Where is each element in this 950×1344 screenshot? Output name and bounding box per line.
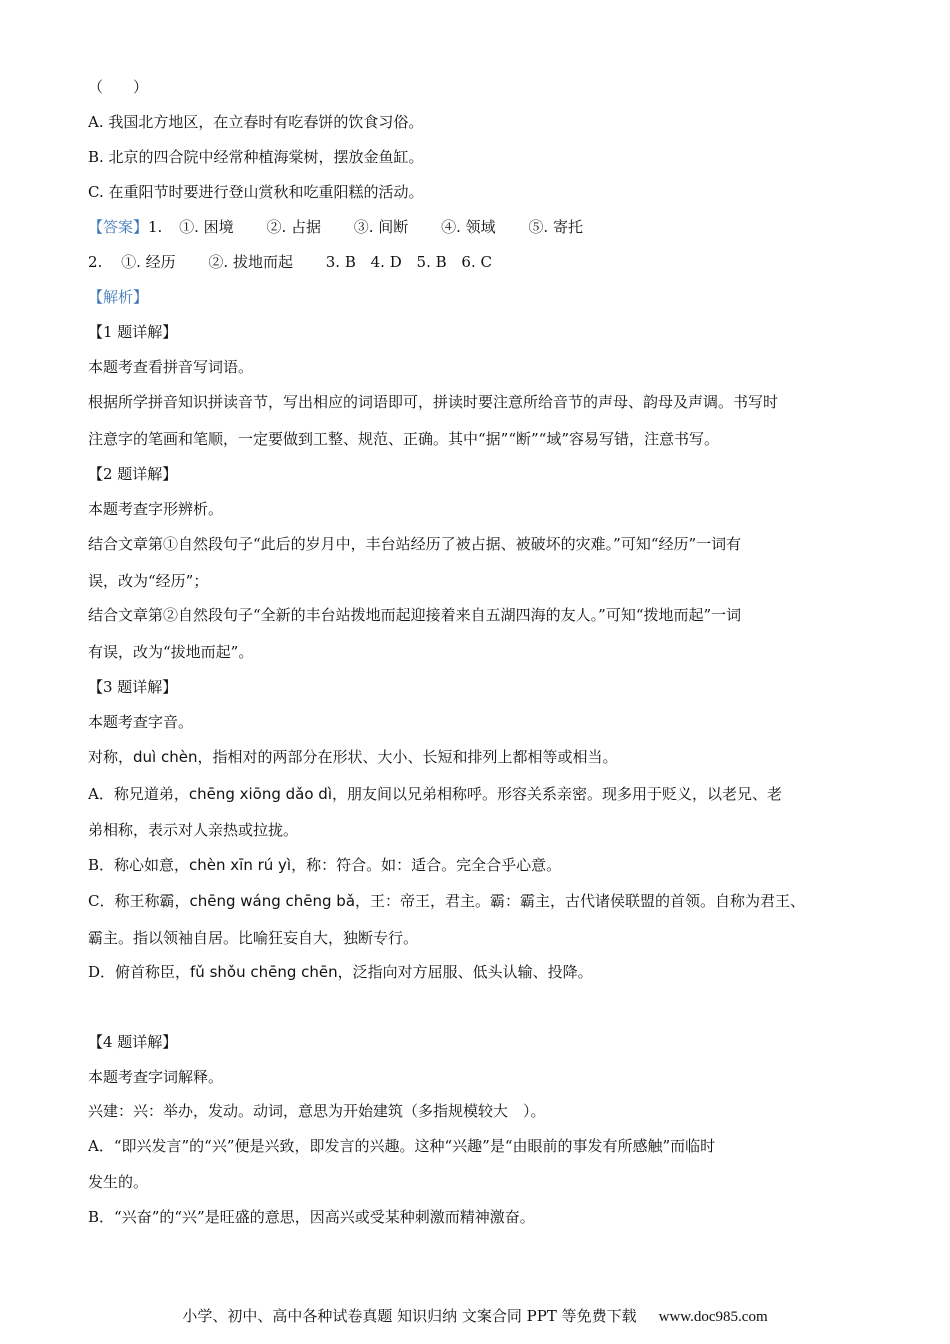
q4-heading: 【4 题详解】 — [88, 1033, 178, 1051]
option-c: C. 在重阳节时要进行登山赏秋和吃重阳糕的活动。 — [88, 183, 424, 201]
answer-line-1 — [88, 216, 880, 238]
q3-option-d — [88, 961, 880, 983]
pinyin: duì chèn — [133, 748, 198, 766]
answer-item: ①. 困境 — [179, 218, 234, 236]
q3-option-a — [88, 783, 880, 805]
answer-item: ⑤. 寄托 — [528, 218, 583, 236]
q3-text: ，泛指向对方屈服、低头认输、投降。 — [337, 963, 593, 981]
pinyin: fǔ shǒu chēng chēn — [190, 963, 338, 981]
answer-line-2 — [88, 251, 880, 273]
q1-paragraph: 根据所学拼音知识拼读音节，写出相应的词语即可，拼读时要注意所给音节的声母、韵母及声调。书写时 — [88, 393, 779, 411]
q3-text: ，指相对的两部分在形状、大小、长短和排列上都相等或相当。 — [197, 748, 618, 766]
q3-text: ，朋友间以兄弟相称呼。形容关系亲密。现多用于贬义，以老兄、老 — [332, 785, 783, 803]
answer-tag: 【答案】 — [88, 218, 149, 236]
q2-paragraph: 结合文章第②自然段句子“全新的丰台站拨地而起迎接着来自五湖四海的友人。”可知“拨地而起”一词 — [88, 606, 742, 624]
option-a: A. 我国北方地区，在立春时有吃春饼的饮食习俗。 — [88, 113, 424, 131]
page-footer — [0, 1305, 950, 1328]
q3-paragraph: 本题考查字音。 — [88, 713, 194, 731]
answer-item: 4. D — [370, 253, 402, 271]
q2-heading: 【2 题详解】 — [88, 465, 178, 483]
q3-text: ，称：符合。如：适合。完全合乎心意。 — [291, 856, 562, 874]
q4-option-b: B．“兴奋”的“兴”是旺盛的意思，因高兴或受某种刺激而精神激奋。 — [88, 1208, 535, 1226]
q4-option-a: A．“即兴发言”的“兴”便是兴致，即发言的兴趣。这种“兴趣”是“由眼前的事发有所感触”而临时 — [88, 1137, 716, 1155]
pinyin: chèn xīn rú yì — [189, 856, 292, 874]
answer-item: ③. 间断 — [353, 218, 409, 236]
pinyin: chēng wáng chēng bǎ — [189, 892, 356, 910]
q4-paragraph: 兴建：兴：举办，发动。动词，意思为开始建筑（多指规模较大 ）。 — [88, 1102, 546, 1120]
footer-text: 小学、初中、高中各种试卷真题 知识归纳 文案合同 PPT 等免费下载 — [182, 1307, 637, 1325]
q3-definition — [88, 746, 880, 768]
answer-item: 6. C — [461, 253, 492, 271]
answer-item: ①. 经历 — [121, 253, 176, 271]
q3-word: D．俯首称臣， — [88, 963, 191, 981]
footer-url[interactable]: www.doc985.com — [658, 1309, 768, 1325]
answer-num-1: 1. — [148, 218, 163, 236]
question-paren: （ ） — [88, 78, 149, 96]
answer-item: 5. B — [416, 253, 447, 271]
q4-option-a-cont: 发生的。 — [88, 1173, 149, 1191]
q3-word: C．称王称霸， — [88, 892, 190, 910]
q2-paragraph: 本题考查字形辨析。 — [88, 500, 224, 518]
q2-paragraph: 误，改为“经历”； — [88, 572, 209, 590]
answer-item: 3. B — [325, 253, 356, 271]
q3-heading: 【3 题详解】 — [88, 678, 178, 696]
q1-paragraph: 注意字的笔画和笔顺，一定要做到工整、规范、正确。其中“据”“断”“域”容易写错，注意书写。 — [88, 430, 720, 448]
q1-paragraph: 本题考查看拼音写词语。 — [88, 358, 254, 376]
answer-item: ②. 占据 — [266, 218, 321, 236]
q3-word: A．称兄道弟， — [88, 785, 189, 803]
q3-option-c — [88, 890, 880, 912]
q2-paragraph: 结合文章第①自然段句子“此后的岁月中，丰台站经历了被占据、被破坏的灾难。”可知“经历”一词有 — [88, 535, 742, 553]
q1-heading: 【1 题详解】 — [88, 323, 178, 341]
option-b: B. 北京的四合院中经常种植海棠树，摆放金鱼缸。 — [88, 148, 424, 166]
q3-word: B．称心如意， — [88, 856, 190, 874]
q2-paragraph: 有误，改为“拔地而起”。 — [88, 643, 254, 661]
answer-num-2: 2. — [88, 253, 103, 271]
analysis-tag: 【解析】 — [88, 288, 149, 306]
answer-item: ④. 领域 — [441, 218, 496, 236]
q3-text: ，王：帝王，君主。霸：霸主，古代诸侯联盟的首领。自称为君王、 — [355, 892, 806, 910]
q4-paragraph: 本题考查字词解释。 — [88, 1068, 224, 1086]
pinyin: chēng xiōng dǎo dì — [188, 785, 332, 803]
answer-item: ②. 拔地而起 — [208, 253, 293, 271]
q3-word: 对称， — [88, 748, 134, 766]
q3-option-a-cont: 弟相称，表示对人亲热或拉拢。 — [88, 821, 299, 839]
q3-option-b — [88, 854, 880, 876]
q3-option-c-cont: 霸主。指以领袖自居。比喻狂妄自大，独断专行。 — [88, 929, 419, 947]
